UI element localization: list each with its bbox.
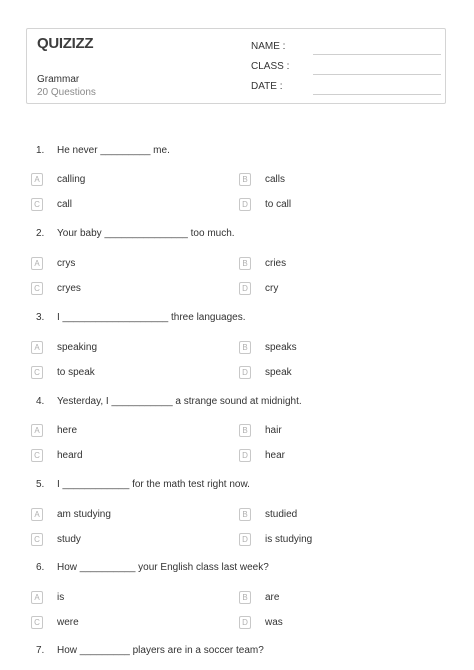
question-text: Yesterday, I ___________ a strange sound at midnight. bbox=[57, 396, 302, 407]
option-text: heard bbox=[57, 450, 83, 461]
question-number: 3. bbox=[36, 312, 45, 323]
question-number: 1. bbox=[36, 145, 45, 156]
option-text: to call bbox=[265, 199, 292, 210]
option-letter: C bbox=[31, 198, 43, 211]
question-text: How __________ your English class last week? bbox=[57, 562, 269, 573]
date-label: DATE : bbox=[251, 81, 283, 92]
option-letter: C bbox=[31, 449, 43, 462]
option-text: were bbox=[57, 617, 79, 628]
question-text: I ____________ for the math test right now. bbox=[57, 479, 250, 490]
option-letter: C bbox=[31, 533, 43, 546]
option-letter: A bbox=[31, 591, 43, 604]
option-text: cry bbox=[265, 283, 279, 294]
option-letter: B bbox=[239, 173, 251, 186]
option-text: call bbox=[57, 199, 73, 210]
option-letter: D bbox=[239, 366, 251, 379]
name-field bbox=[251, 41, 441, 55]
option-letter: A bbox=[31, 424, 43, 437]
option-letter: A bbox=[31, 173, 43, 186]
option-text: calls bbox=[265, 174, 286, 185]
option-letter: D bbox=[239, 533, 251, 546]
question-number: 6. bbox=[36, 562, 45, 573]
option-text: is bbox=[57, 592, 65, 603]
class-field bbox=[251, 61, 441, 75]
question-number: 2. bbox=[36, 228, 45, 239]
option-text: here bbox=[57, 425, 78, 436]
question-text: I ___________________ three languages. bbox=[57, 312, 246, 323]
name-label: NAME : bbox=[251, 41, 286, 52]
option-letter: C bbox=[31, 366, 43, 379]
option-text: to speak bbox=[57, 367, 95, 378]
question-text: He never _________ me. bbox=[57, 145, 170, 156]
question-number: 4. bbox=[36, 396, 45, 407]
option-text: speaks bbox=[265, 342, 297, 353]
option-text: cries bbox=[265, 258, 287, 269]
option-letter: A bbox=[31, 257, 43, 270]
option-letter: D bbox=[239, 198, 251, 211]
option-text: hear bbox=[265, 450, 286, 461]
quizizz-logo: QUIZIZZ bbox=[37, 35, 94, 52]
option-text: cryes bbox=[57, 283, 81, 294]
option-letter: A bbox=[31, 508, 43, 521]
option-text: studied bbox=[265, 509, 298, 520]
class-line bbox=[313, 74, 441, 75]
option-letter: A bbox=[31, 341, 43, 354]
option-letter: D bbox=[239, 449, 251, 462]
option-text: hair bbox=[265, 425, 282, 436]
worksheet-header bbox=[26, 28, 446, 104]
name-line bbox=[313, 54, 441, 55]
option-text: was bbox=[265, 617, 283, 628]
option-text: are bbox=[265, 592, 280, 603]
question-number: 7. bbox=[36, 645, 45, 656]
option-text: speak bbox=[265, 367, 292, 378]
option-text: am studying bbox=[57, 509, 111, 520]
question-text: How _________ players are in a soccer team? bbox=[57, 645, 264, 656]
question-text: Your baby _______________ too much. bbox=[57, 228, 235, 239]
option-letter: D bbox=[239, 616, 251, 629]
class-label: CLASS : bbox=[251, 61, 290, 72]
option-letter: B bbox=[239, 508, 251, 521]
option-letter: B bbox=[239, 257, 251, 270]
question-count: 20 Questions bbox=[37, 87, 96, 98]
option-letter: C bbox=[31, 282, 43, 295]
option-text: is studying bbox=[265, 534, 313, 545]
option-text: crys bbox=[57, 258, 76, 269]
option-text: calling bbox=[57, 174, 86, 185]
date-line bbox=[313, 94, 441, 95]
date-field bbox=[251, 81, 441, 95]
option-letter: B bbox=[239, 341, 251, 354]
option-text: speaking bbox=[57, 342, 98, 353]
worksheet-title: Grammar bbox=[37, 74, 80, 85]
option-letter: D bbox=[239, 282, 251, 295]
question-number: 5. bbox=[36, 479, 45, 490]
option-letter: C bbox=[31, 616, 43, 629]
option-letter: B bbox=[239, 591, 251, 604]
option-text: study bbox=[57, 534, 81, 545]
option-letter: B bbox=[239, 424, 251, 437]
